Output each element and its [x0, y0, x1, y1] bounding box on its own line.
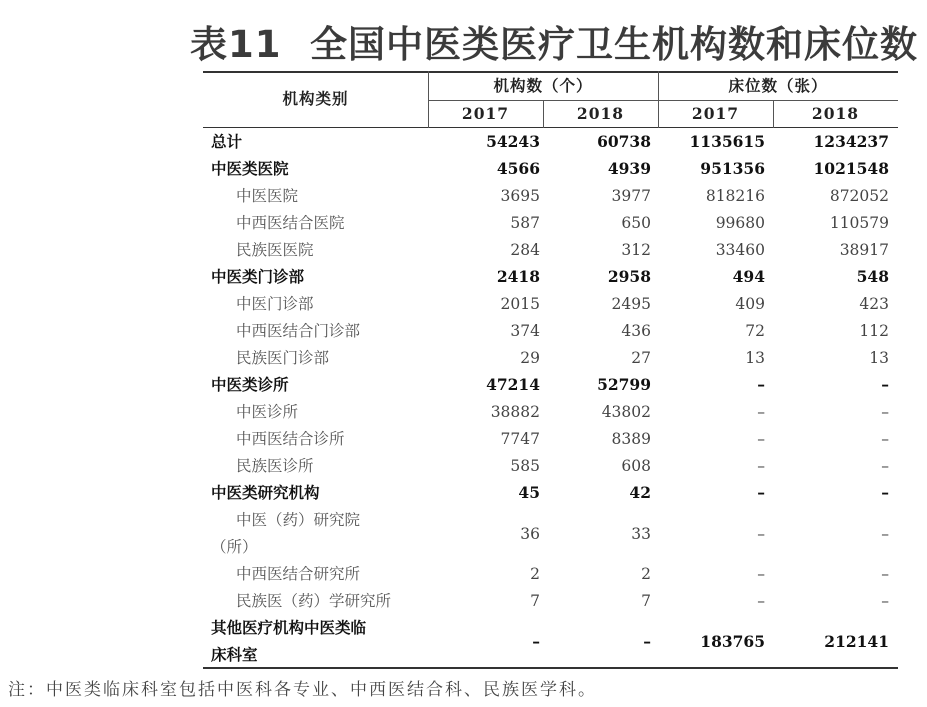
table-row [203, 183, 898, 210]
table-row [203, 345, 898, 372]
value-cell: 608 [621, 457, 651, 475]
value-cell: 7 [530, 592, 540, 610]
table-top-rule [203, 71, 898, 73]
header-mid-rule [428, 100, 898, 101]
table-row [203, 399, 898, 426]
value-cell: 3977 [611, 187, 651, 205]
value-cell: 312 [621, 241, 651, 259]
row-label: 中医诊所 [236, 403, 299, 421]
row-label: 总计 [211, 132, 243, 151]
row-label: 中西医结合门诊部 [236, 322, 361, 340]
value-cell: 38882 [490, 403, 540, 421]
year-header: 2018 [576, 104, 625, 123]
value-cell: 872052 [829, 187, 889, 205]
value-cell: 423 [859, 295, 889, 313]
value-cell: 33 [631, 525, 651, 543]
value-cell: 2958 [607, 267, 651, 286]
table-title-text: 全国中医类医疗卫生机构数和床位数 [310, 23, 918, 66]
value-cell: 4939 [607, 159, 651, 178]
row-label: 民族医医院 [236, 241, 314, 259]
value-cell: – [881, 592, 889, 610]
table-row [203, 264, 898, 291]
row-label: 中医类诊所 [211, 375, 289, 394]
row-label: 民族医（药）学研究所 [236, 592, 392, 610]
row-label: 其他医疗机构中医类临 [211, 618, 367, 637]
row-label: 中医门诊部 [236, 295, 314, 313]
value-cell: 33460 [715, 241, 765, 259]
table-row [203, 237, 898, 264]
value-cell: 374 [510, 322, 540, 340]
table-row [203, 210, 898, 237]
value-cell: 587 [510, 214, 540, 232]
value-cell: – [757, 457, 765, 475]
value-cell: 42 [629, 483, 651, 502]
row-label: 中医（药）研究院 [236, 511, 361, 529]
value-cell: – [757, 525, 765, 543]
value-cell: – [881, 565, 889, 583]
value-cell: 409 [735, 295, 765, 313]
value-cell: 2418 [496, 267, 540, 286]
value-cell: 52799 [597, 375, 651, 394]
header-bottom-rule [203, 127, 898, 128]
row-label: 中医类医院 [211, 159, 289, 178]
value-cell: – [881, 375, 889, 394]
row-label: 中西医结合医院 [236, 214, 345, 232]
year-header: 2017 [691, 104, 740, 123]
row-label: 中西医结合研究所 [236, 565, 361, 583]
table-title [190, 14, 918, 74]
value-cell: 72 [745, 322, 765, 340]
value-cell: 7 [641, 592, 651, 610]
value-cell: 183765 [700, 632, 765, 651]
value-cell: 494 [732, 267, 765, 286]
value-cell: – [881, 483, 889, 502]
value-cell: 2 [530, 565, 540, 583]
table-row [203, 480, 898, 507]
value-cell: 112 [859, 322, 889, 340]
table-row [203, 426, 898, 453]
table-number: 表11 [190, 23, 282, 66]
value-cell: – [532, 632, 540, 651]
table-row [203, 129, 898, 156]
value-cell: 436 [621, 322, 651, 340]
value-cell: 284 [510, 241, 540, 259]
value-cell: 818216 [705, 187, 765, 205]
row-label-continued: 床科室 [211, 645, 258, 664]
value-cell: – [881, 430, 889, 448]
value-cell: 110579 [829, 214, 889, 232]
value-cell: – [757, 430, 765, 448]
value-cell: – [643, 632, 651, 651]
value-cell: – [881, 403, 889, 421]
row-label: 中医类门诊部 [211, 267, 305, 286]
value-cell: 951356 [700, 159, 765, 178]
value-cell: – [757, 375, 765, 394]
group-header-beds: 床位数（张） [728, 76, 828, 95]
value-cell: 99680 [715, 214, 765, 232]
table-row [203, 561, 898, 588]
table-row [203, 372, 898, 399]
value-cell: 1135615 [689, 132, 765, 151]
value-cell: 585 [510, 457, 540, 475]
value-cell: 2 [641, 565, 651, 583]
row-label-continued: （所） [211, 538, 258, 556]
value-cell: – [881, 525, 889, 543]
row-label: 中西医结合诊所 [236, 430, 345, 448]
value-cell: 47214 [486, 375, 540, 394]
table-row [203, 615, 898, 669]
value-cell: 54243 [486, 132, 540, 151]
row-label-header: 机构类别 [282, 89, 349, 108]
value-cell: 212141 [824, 632, 889, 651]
year-header: 2018 [811, 104, 860, 123]
value-cell: 13 [869, 349, 889, 367]
row-label: 民族医诊所 [236, 457, 314, 475]
value-cell: 36 [520, 525, 540, 543]
value-cell: 29 [520, 349, 540, 367]
value-cell: 27 [631, 349, 651, 367]
row-label: 民族医门诊部 [236, 349, 330, 367]
table-note: 注：中医类临床科室包括中医科各专业、中西医结合科、民族医学科。 [8, 680, 597, 700]
value-cell: 45 [518, 483, 540, 502]
row-label: 中医医院 [236, 187, 299, 205]
table-row [203, 318, 898, 345]
year-header: 2017 [461, 104, 510, 123]
value-cell: 4566 [496, 159, 540, 178]
value-cell: 3695 [500, 187, 540, 205]
table-row [203, 507, 898, 561]
value-cell: 2015 [500, 295, 540, 313]
table-row [203, 291, 898, 318]
value-cell: 1234237 [813, 132, 889, 151]
value-cell: 2495 [611, 295, 651, 313]
value-cell: 7747 [500, 430, 540, 448]
value-cell: – [881, 457, 889, 475]
group-header-institutions: 机构数（个） [493, 76, 593, 95]
row-label: 中医类研究机构 [211, 483, 320, 502]
value-cell: 38917 [839, 241, 889, 259]
value-cell: 8389 [611, 430, 651, 448]
value-cell: 548 [856, 267, 889, 286]
value-cell: 650 [621, 214, 651, 232]
table-row [203, 453, 898, 480]
value-cell: – [757, 403, 765, 421]
table-row [203, 588, 898, 615]
value-cell: 1021548 [813, 159, 889, 178]
value-cell: – [757, 483, 765, 502]
value-cell: 60738 [597, 132, 651, 151]
value-cell: – [757, 592, 765, 610]
table-row [203, 156, 898, 183]
value-cell: 13 [745, 349, 765, 367]
value-cell: 43802 [601, 403, 651, 421]
value-cell: – [757, 565, 765, 583]
